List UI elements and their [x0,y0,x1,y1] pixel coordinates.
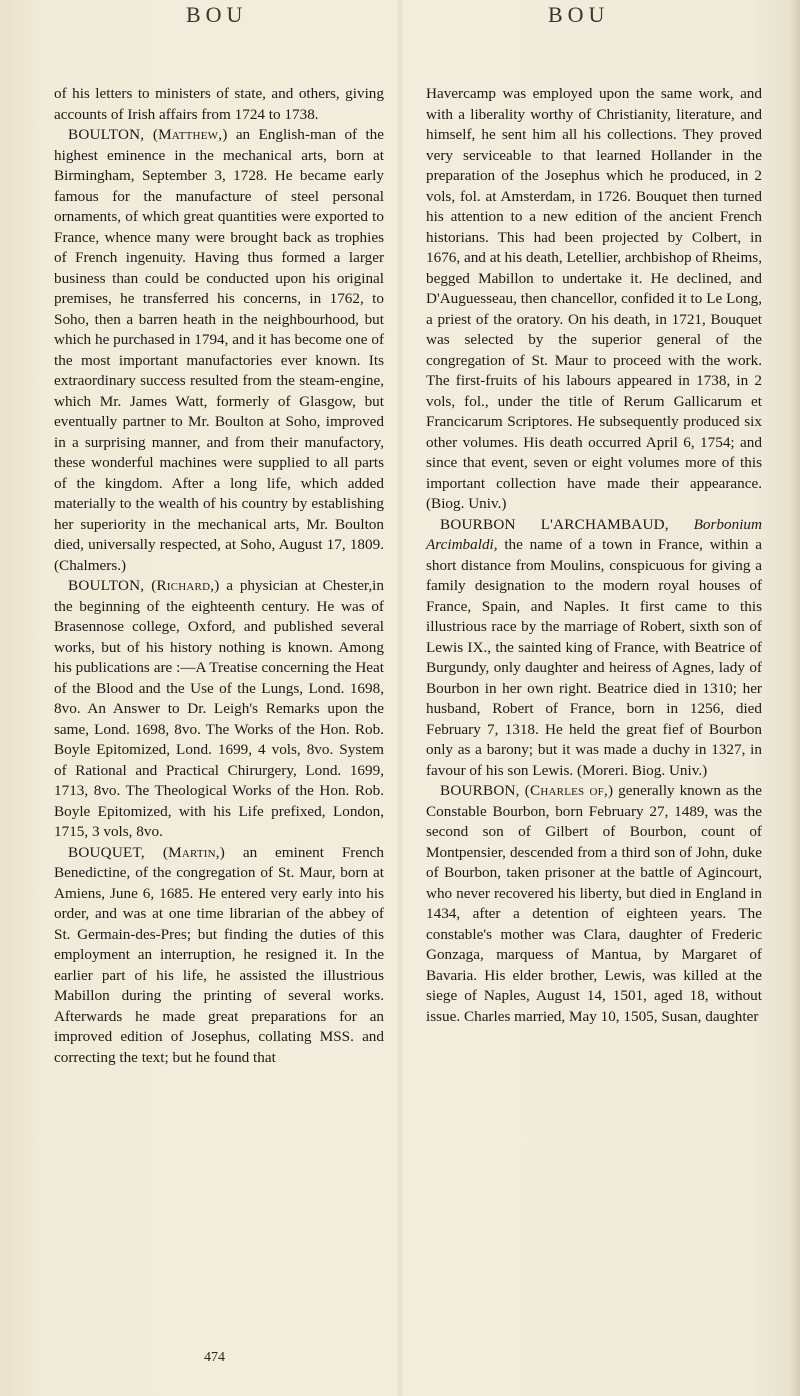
entry-headword: BOULTON, (Matthew,) [68,126,228,143]
column-gutter [396,0,404,1396]
entry-text: an eminent French Benedictine, of the congregation of St. Maur, born at Amiens, June 6, 1685. He entered very early into his order, and was at one time librarian of the abbey of St. Germain-des-Pres; but finding the duties of this employment an interruption, he resigned it. In the earlier part of his life, he assisted the illustrious Mabillon during the printing of several works. Afterwards he made great preparations for an improved edition of Josephus, collating MSS. and correcting the text; but he found that [54,843,384,1066]
entry-paragraph [54,576,384,843]
entry-text: an English-man of the highest eminence in the mechanical arts, born at Birmingham, September 3, 1728. He became early famous for the manufacture of steel personal ornaments, of which great quantities were exported to France, whence many were brought back as trophies of French ingenuity. Having thus formed a larger business than could be conducted upon his original premises, he transferred his concerns, in 1762, to Soho, then a barren heath in the neighbourhood, but which he purchased in 1794, and it has become one of the most important manufactories ever known. Its extraordinary success resulted from the steam-engine, which Mr. James Watt, formerly of Glasgow, but eventually partner to Mr. Boulton at Soho, improved in a surprising manner, and from their manufactory, these wonderful machines were supplied to all parts of the kingdom. After a long life, which added materially to the wealth of his country by establishing her superiority in the mechanical arts, Mr. Boulton died, universally respected, at Soho, August 17, 1809. (Chalmers.) [54,126,385,574]
entry-text: a physician at Chester,in the beginning of the eighteenth century. He was of Brasennose college, Oxford, and published several works, but of his history nothing is known. Among his publications are :—A Treatise concerning the Heat of the Blood and the Use of the Lungs, Lond. 1698, 8vo. An Answer to Dr. Leigh's Remarks upon the same, Lond. 1698, 8vo. The Works of the Hon. Rob. Boyle Epitomized, Lond. 1699, 4 vols, 8vo. System of Rational and Practical Chirurgery, Lond. 1699, 1713, 8vo. The Theological Works of the Hon. Rob. Boyle Epitomized, with his Life prefixed, London, 1715, 3 vols, 8vo. [54,577,384,840]
page-number: 474 [204,1350,225,1365]
entry-paragraph [426,781,762,1027]
entry-latin-name: Borbonium Arcimbaldi, [426,515,762,553]
running-header-right: BOU [548,2,610,27]
entry-paragraph [54,843,384,1069]
right-column [426,84,762,1027]
entry-headword: BOURBON, (Charles of,) [440,782,614,799]
entry-headword: BOUQUET, (Martin,) [68,843,226,861]
entry-headword: BOULTON, (Richard,) [68,577,220,594]
left-column [54,84,384,1068]
continuation-paragraph: of his letters to ministers of state, and others, giving accounts of Irish affairs from 1724 to 1738. [54,85,384,123]
continuation-paragraph: Havercamp was employed upon the same work, and with a liberality worthy of Christianity, literature, and himself, he sent him all his collections. They proved very serviceable to that learned Hollander in the preparation of the Josephus which he produced, in 2 vols, fol. at Amsterdam, in 1726. Bouquet then turned his attention to a new edition of the ancient French historians. This had been projected by Colbert, in 1676, and at his death, Letellier, archbishop of Rheims, begged Mabillon to undertake it. He declined, and D'Auguesseau, then chancellor, confided it to Le Long, a priest of the oratory. On his death, in 1721, Bouquet was selected by the superior general of the congregation of St. Maur to proceed with the work. The first-fruits of his labours appeared in 1738, in 2 vols, fol., under the title of Rerum Gallicarum et Francicarum Scriptores. He subsequently produced six other volumes. His death occurred April 6, 1754; and since that event, seven or eight volumes more of this important collection have made their appearance. (Biog. Univ.) [426,85,762,512]
running-header-left: BOU [186,2,248,27]
entry-headword: BOURBON L'ARCHAMBAUD, [440,515,669,533]
page-edge-shadow [790,0,800,1396]
entry-paragraph [426,515,762,782]
entry-text: generally known as the Constable Bourbon, born February 27, 1489, was the second son of Gilbert of Bourbon, count of Montpensier, descended from a third son of John, duke of Bourbon, taken prisoner at the battle of Agincourt, who never recovered his liberty, but died in England in 1434, after a detention of eighteen years. The constable's mother was Clara, daughter of Frederic Gonzaga, marquess of Mantua, by Margaret of Bavaria. His elder brother, Lewis, was killed at the siege of Naples, August 14, 1501, aged 18, without issue. Charles married, May 10, 1505, Susan, daughter [426,782,762,1025]
entry-text: the name of a town in France, within a short distance from Moulins, conspicuous for giving a family designation to the modern royal houses of France, Spain, and Naples. It first came to this illustrious race by the marriage of Robert, sixth son of Lewis IX., the sainted king of France, with Beatrice of Burgundy, only daughter and heiress of Agnes, lady of Bourbon in her own right. Beatrice died in 1310; her husband, Robert of France, born in 1256, died February 7, 1318. He held the great fief of Bourbon only as a barony; but it was made a duchy in 1327, in favour of his son Lewis. (Moreri. Biog. Univ.) [426,536,762,779]
entry-paragraph [54,125,384,576]
